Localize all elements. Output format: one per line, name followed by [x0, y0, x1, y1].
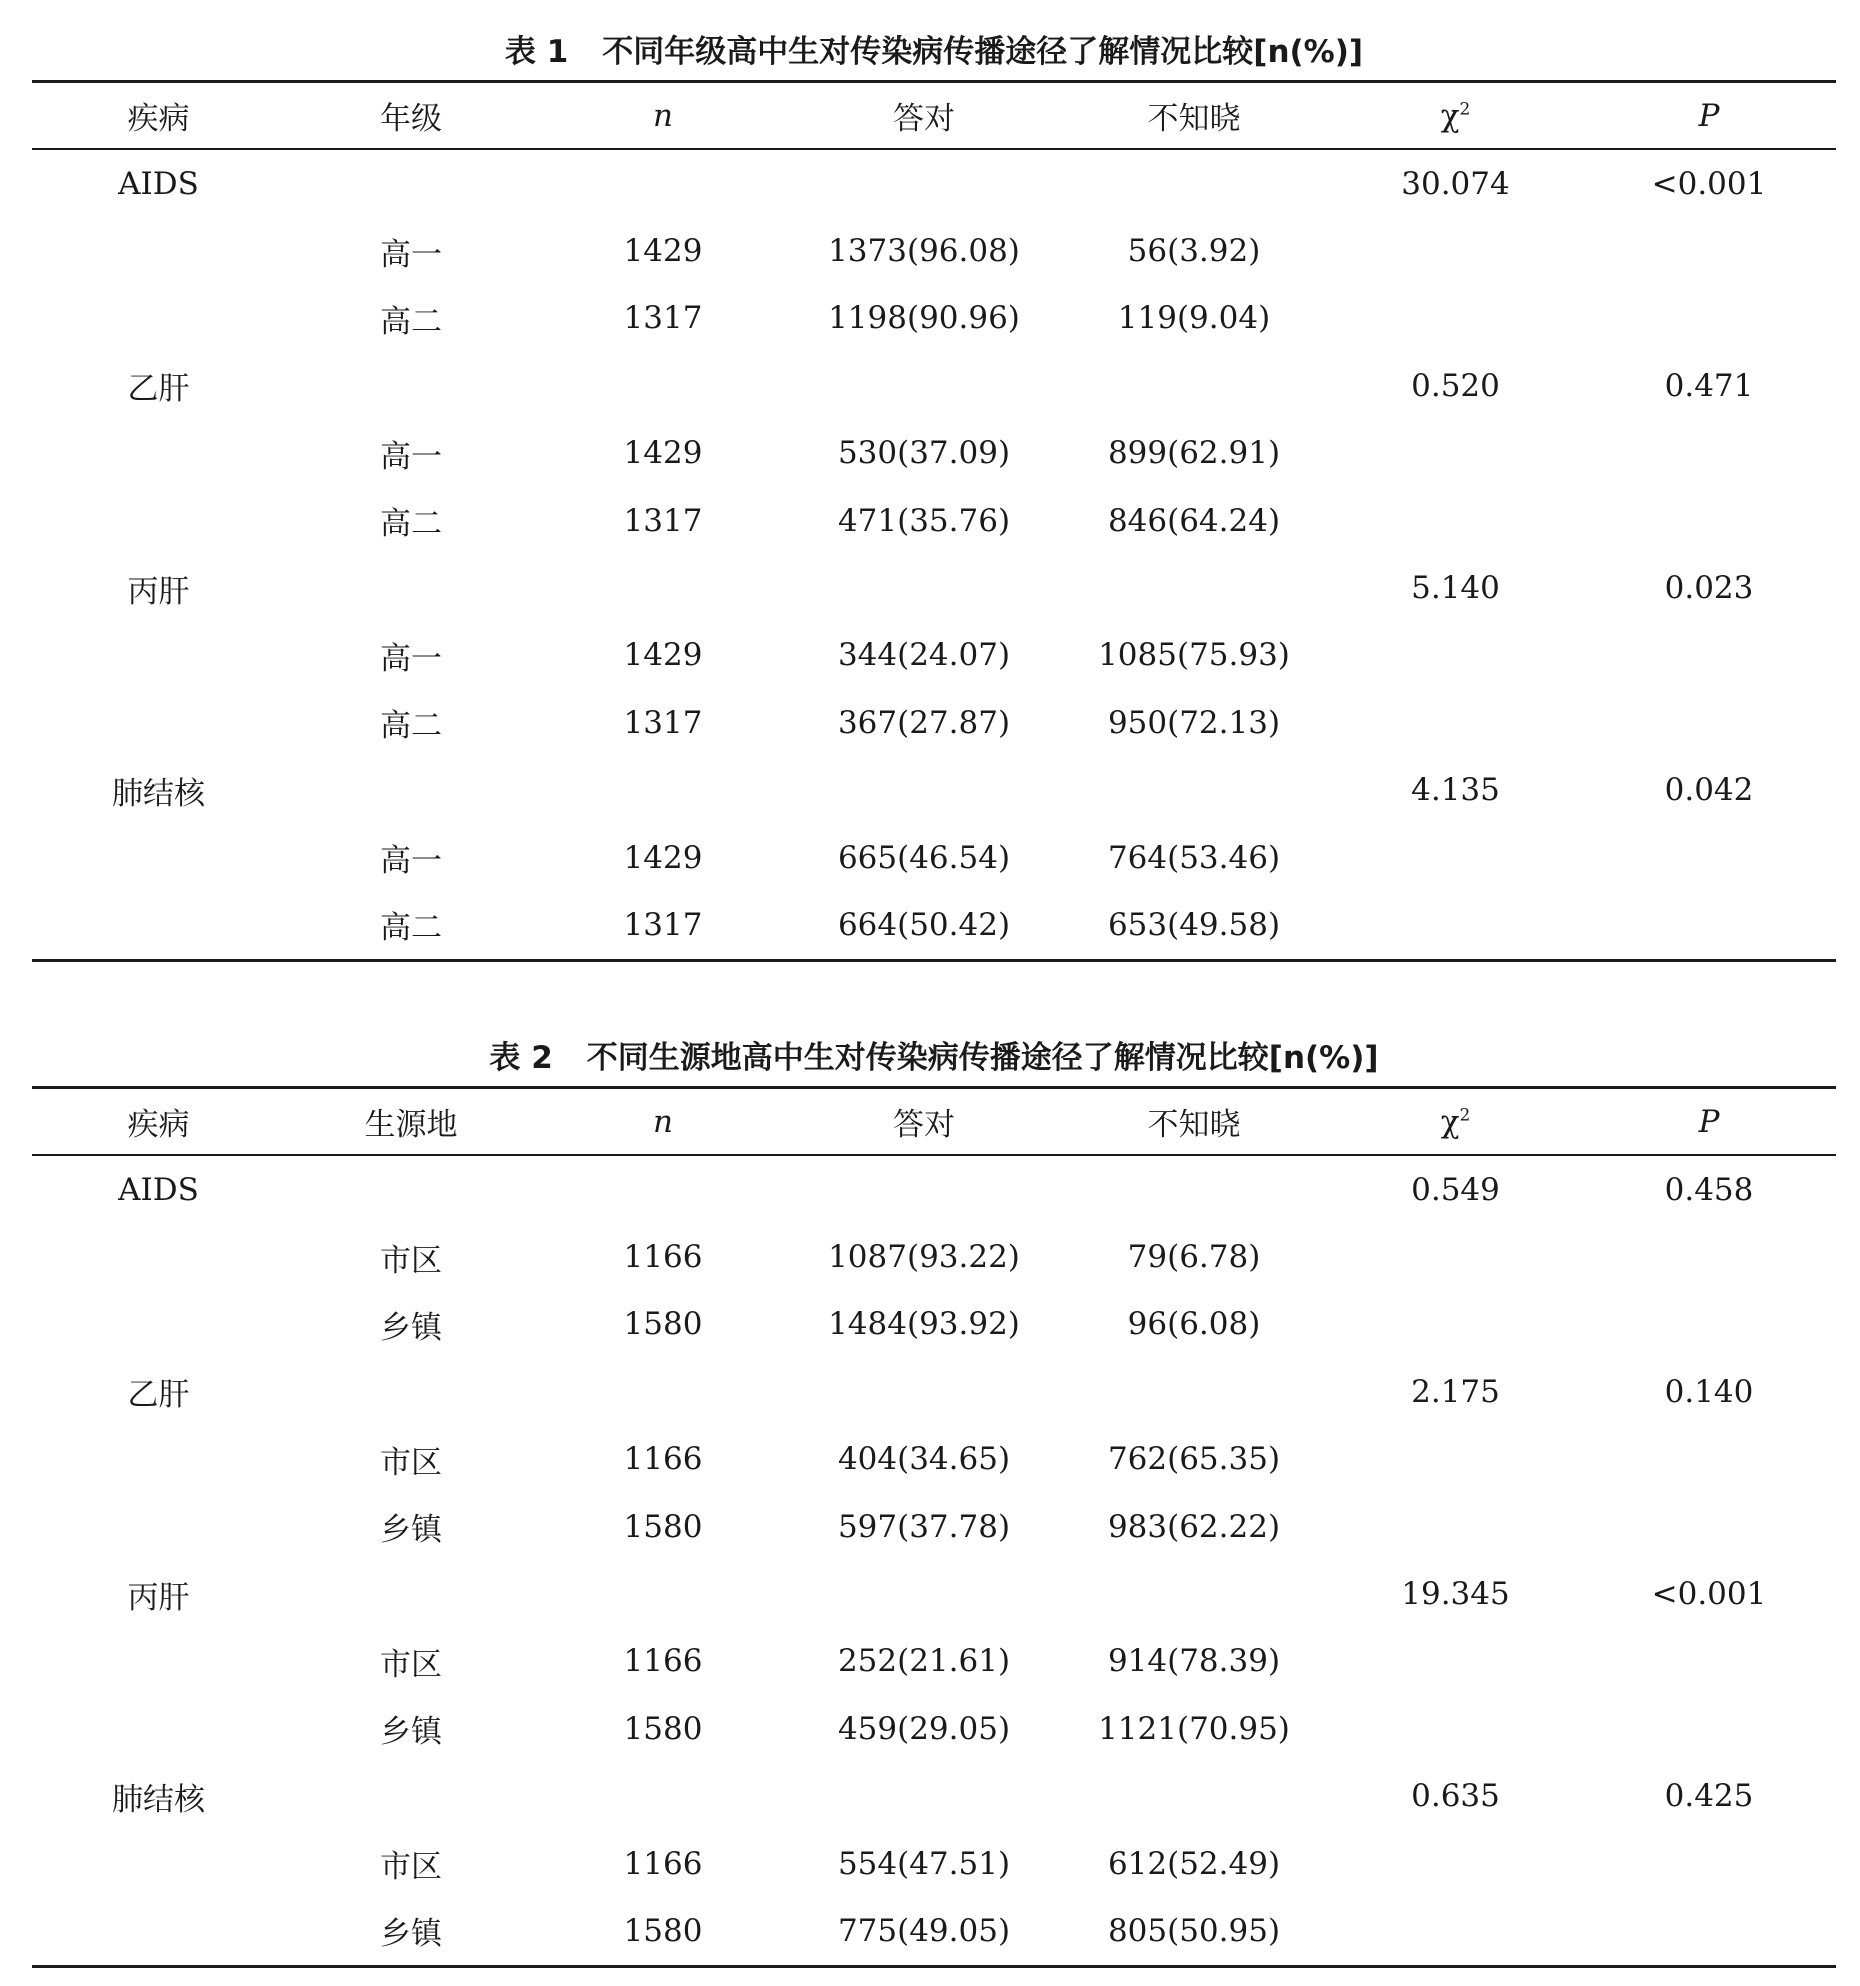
table-row	[32, 285, 1836, 352]
cell-p-value	[1582, 1695, 1836, 1762]
cell-n	[537, 352, 789, 419]
cell-p-value	[1582, 1426, 1836, 1493]
cell-n: 1166	[623, 1643, 703, 1680]
cell-group	[285, 757, 537, 824]
cell-correct	[789, 757, 1059, 824]
cell-unknown: 950(72.13)	[1107, 704, 1281, 741]
cell-correct: 664(50.42)	[837, 906, 1011, 943]
cell-disease	[32, 285, 285, 352]
table-row	[32, 352, 1836, 419]
cell-group	[285, 1358, 537, 1425]
cell-unknown: 56(3.92)	[1127, 233, 1261, 270]
header-chi-square	[1329, 82, 1582, 150]
cell-disease	[32, 1628, 285, 1695]
cell-unknown: 79(6.78)	[1127, 1239, 1261, 1276]
table-title: 不同年级高中生对传染病传播途径了解情况比较[n(%)]	[602, 33, 1364, 70]
cell-correct: 1484(93.92)	[828, 1306, 1020, 1343]
cell-unknown: 899(62.91)	[1107, 435, 1281, 472]
cell-p-value	[1582, 1493, 1836, 1560]
cell-n: 1580	[623, 1508, 703, 1545]
cell-p-value	[1582, 1223, 1836, 1290]
cell-unknown: 762(65.35)	[1107, 1441, 1281, 1478]
cell-group	[285, 554, 537, 621]
cell-p-value	[1582, 1830, 1836, 1897]
cell-chi-square: 0.635	[1411, 1778, 1500, 1815]
cell-correct: 775(49.05)	[837, 1912, 1011, 1949]
cell-n: 1317	[623, 300, 703, 337]
cell-disease	[32, 1426, 285, 1493]
cell-p-value: 0.042	[1664, 772, 1754, 809]
cell-disease	[32, 689, 285, 756]
cell-group: 市区	[380, 1444, 442, 1481]
cell-p-value: 0.458	[1664, 1171, 1754, 1208]
table-header	[32, 82, 1836, 150]
cell-disease: AIDS	[118, 165, 199, 202]
cell-disease	[32, 622, 285, 689]
table-row	[32, 554, 1836, 621]
cell-group: 高一	[380, 236, 442, 273]
cell-p-value: 0.140	[1664, 1373, 1754, 1410]
header-correct: 答对	[893, 1107, 955, 1143]
chi-symbol: χ	[1440, 1103, 1460, 1140]
header-grade: 年级	[380, 101, 442, 137]
cell-disease: 丙肝	[127, 573, 190, 610]
header-p-value: P	[1698, 1103, 1720, 1140]
cell-p-value: 0.471	[1664, 367, 1754, 404]
cell-unknown: 846(64.24)	[1107, 502, 1281, 539]
cell-n	[537, 149, 789, 217]
cell-unknown	[1059, 554, 1329, 621]
cell-unknown: 1085(75.93)	[1098, 637, 1290, 674]
header-origin: 生源地	[364, 1107, 458, 1143]
cell-n: 1166	[623, 1845, 703, 1882]
cell-p-value	[1582, 824, 1836, 891]
cell-chi-square	[1329, 285, 1582, 352]
table-row	[32, 1155, 1836, 1223]
table-row	[32, 1493, 1836, 1560]
cell-unknown: 764(53.46)	[1107, 839, 1281, 876]
table-row	[32, 891, 1836, 960]
cell-correct	[789, 1155, 1059, 1223]
table-header	[32, 1088, 1836, 1156]
table-row	[32, 1291, 1836, 1358]
cell-n: 1429	[623, 233, 703, 270]
table-body	[32, 149, 1836, 960]
cell-group: 市区	[380, 1646, 442, 1683]
data-table	[32, 80, 1836, 962]
cell-n: 1580	[623, 1710, 703, 1747]
table-row	[32, 1830, 1836, 1897]
cell-group	[285, 1155, 537, 1223]
table-row	[32, 217, 1836, 284]
table-row	[32, 1426, 1836, 1493]
cell-n	[537, 554, 789, 621]
cell-unknown: 612(52.49)	[1107, 1845, 1281, 1882]
table-1	[32, 16, 1836, 962]
table-row	[32, 1560, 1836, 1627]
cell-group: 高二	[380, 708, 442, 745]
cell-group: 市区	[380, 1242, 442, 1279]
cell-disease	[32, 1695, 285, 1762]
cell-correct: 404(34.65)	[837, 1441, 1011, 1478]
cell-chi-square: 0.549	[1411, 1171, 1500, 1208]
cell-group: 高一	[380, 843, 442, 880]
cell-correct	[789, 554, 1059, 621]
cell-chi-square	[1329, 1628, 1582, 1695]
table-caption	[32, 1022, 1836, 1086]
cell-correct	[789, 1763, 1059, 1830]
cell-correct: 252(21.61)	[837, 1643, 1011, 1680]
cell-p-value	[1582, 285, 1836, 352]
cell-chi-square: 4.135	[1411, 772, 1500, 809]
cell-chi-square	[1329, 487, 1582, 554]
cell-chi-square	[1329, 217, 1582, 284]
cell-chi-square: 19.345	[1401, 1576, 1510, 1613]
cell-group: 乡镇	[380, 1714, 442, 1751]
table-number: 表 2	[489, 1039, 553, 1076]
cell-correct: 530(37.09)	[837, 435, 1011, 472]
table-title: 不同生源地高中生对传染病传播途径了解情况比较[n(%)]	[586, 1039, 1379, 1076]
header-p-value: P	[1698, 97, 1720, 134]
table-row	[32, 1223, 1836, 1290]
cell-disease: 肺结核	[112, 1781, 205, 1818]
chi-superscript: 2	[1459, 1105, 1471, 1126]
cell-group: 高一	[380, 640, 442, 677]
cell-n: 1580	[623, 1306, 703, 1343]
cell-unknown: 119(9.04)	[1117, 300, 1271, 337]
cell-chi-square	[1329, 689, 1582, 756]
cell-disease: 乙肝	[127, 1377, 190, 1414]
cell-disease	[32, 1830, 285, 1897]
cell-chi-square	[1329, 420, 1582, 487]
header-row	[32, 82, 1836, 150]
cell-unknown: 805(50.95)	[1107, 1912, 1281, 1949]
cell-disease	[32, 217, 285, 284]
cell-unknown	[1059, 1358, 1329, 1425]
cell-unknown: 914(78.39)	[1107, 1643, 1281, 1680]
cell-correct: 344(24.07)	[837, 637, 1011, 674]
header-unknown: 不知晓	[1147, 101, 1241, 137]
cell-correct: 459(29.05)	[837, 1710, 1011, 1747]
cell-disease	[32, 1493, 285, 1560]
header-row	[32, 1088, 1836, 1156]
cell-correct: 471(35.76)	[837, 502, 1011, 539]
cell-chi-square	[1329, 1897, 1582, 1966]
table-row	[32, 622, 1836, 689]
table-row	[32, 1763, 1836, 1830]
table-row	[32, 1695, 1836, 1762]
header-n: n	[653, 97, 673, 134]
cell-correct: 597(37.78)	[837, 1508, 1011, 1545]
table-row	[32, 149, 1836, 217]
cell-group: 高二	[380, 303, 442, 340]
chi-superscript: 2	[1459, 99, 1471, 120]
table-row	[32, 757, 1836, 824]
cell-chi-square	[1329, 1493, 1582, 1560]
header-n: n	[653, 1103, 673, 1140]
cell-n	[537, 1155, 789, 1223]
table-caption	[32, 16, 1836, 80]
cell-group: 乡镇	[380, 1916, 442, 1953]
table-row	[32, 1628, 1836, 1695]
cell-chi-square: 5.140	[1411, 570, 1500, 607]
table-number: 表 1	[504, 33, 569, 70]
cell-p-value: <0.001	[1651, 165, 1767, 202]
cell-group: 高一	[380, 438, 442, 475]
cell-disease	[32, 824, 285, 891]
table-row	[32, 824, 1836, 891]
cell-n: 1317	[623, 704, 703, 741]
cell-p-value	[1582, 217, 1836, 284]
cell-group	[285, 1763, 537, 1830]
cell-chi-square	[1329, 1695, 1582, 1762]
cell-correct	[789, 149, 1059, 217]
data-table	[32, 1086, 1836, 1968]
table-row	[32, 420, 1836, 487]
cell-chi-square	[1329, 1830, 1582, 1897]
cell-p-value	[1582, 1897, 1836, 1966]
cell-p-value	[1582, 1628, 1836, 1695]
cell-unknown	[1059, 757, 1329, 824]
cell-group: 高二	[380, 910, 442, 947]
header-unknown: 不知晓	[1147, 1107, 1241, 1143]
cell-p-value	[1582, 487, 1836, 554]
cell-chi-square: 30.074	[1401, 165, 1510, 202]
cell-unknown	[1059, 1763, 1329, 1830]
cell-disease: 肺结核	[112, 775, 205, 812]
cell-chi-square: 2.175	[1411, 1373, 1500, 1410]
cell-disease	[32, 487, 285, 554]
cell-disease	[32, 891, 285, 960]
header-disease: 疾病	[127, 101, 190, 137]
cell-unknown	[1059, 1560, 1329, 1627]
cell-correct: 367(27.87)	[837, 704, 1011, 741]
cell-p-value: 0.425	[1664, 1778, 1754, 1815]
cell-correct	[789, 1358, 1059, 1425]
cell-unknown: 983(62.22)	[1107, 1508, 1281, 1545]
chi-symbol: χ	[1440, 97, 1460, 134]
cell-chi-square	[1329, 824, 1582, 891]
cell-n: 1317	[623, 906, 703, 943]
table-row	[32, 1358, 1836, 1425]
cell-chi-square	[1329, 891, 1582, 960]
cell-group	[285, 149, 537, 217]
cell-unknown: 96(6.08)	[1127, 1306, 1261, 1343]
cell-unknown	[1059, 1155, 1329, 1223]
cell-n	[537, 1560, 789, 1627]
cell-p-value	[1582, 689, 1836, 756]
cell-n: 1166	[623, 1239, 703, 1276]
cell-unknown: 1121(70.95)	[1098, 1710, 1290, 1747]
cell-p-value: 0.023	[1664, 570, 1754, 607]
cell-p-value	[1582, 622, 1836, 689]
cell-correct: 1198(90.96)	[828, 300, 1020, 337]
header-chi-square	[1329, 1088, 1582, 1156]
table-row	[32, 487, 1836, 554]
cell-disease	[32, 1291, 285, 1358]
cell-group	[285, 1560, 537, 1627]
cell-p-value	[1582, 891, 1836, 960]
table-row	[32, 689, 1836, 756]
cell-disease	[32, 420, 285, 487]
table-2	[32, 1022, 1836, 1968]
cell-chi-square	[1329, 1291, 1582, 1358]
cell-unknown	[1059, 352, 1329, 419]
cell-p-value	[1582, 1291, 1836, 1358]
cell-disease: 丙肝	[127, 1579, 190, 1616]
cell-correct: 665(46.54)	[837, 839, 1011, 876]
cell-n: 1429	[623, 839, 703, 876]
cell-n: 1580	[623, 1912, 703, 1949]
cell-n: 1429	[623, 637, 703, 674]
cell-correct	[789, 1560, 1059, 1627]
table-body	[32, 1155, 1836, 1966]
cell-chi-square: 0.520	[1411, 367, 1500, 404]
cell-disease: 乙肝	[127, 371, 190, 408]
cell-n: 1166	[623, 1441, 703, 1478]
cell-group: 乡镇	[380, 1309, 442, 1346]
cell-n	[537, 757, 789, 824]
cell-correct: 1373(96.08)	[828, 233, 1020, 270]
cell-chi-square	[1329, 1223, 1582, 1290]
cell-p-value: <0.001	[1651, 1576, 1767, 1613]
cell-group: 乡镇	[380, 1512, 442, 1549]
cell-disease: AIDS	[118, 1171, 199, 1208]
cell-correct: 1087(93.22)	[828, 1239, 1020, 1276]
cell-p-value	[1582, 420, 1836, 487]
cell-group	[285, 352, 537, 419]
cell-n	[537, 1358, 789, 1425]
header-disease: 疾病	[127, 1107, 190, 1143]
cell-unknown	[1059, 149, 1329, 217]
cell-n: 1317	[623, 502, 703, 539]
cell-disease	[32, 1897, 285, 1966]
table-row	[32, 1897, 1836, 1966]
cell-chi-square	[1329, 622, 1582, 689]
cell-unknown: 653(49.58)	[1107, 906, 1281, 943]
cell-group: 高二	[380, 506, 442, 543]
cell-chi-square	[1329, 1426, 1582, 1493]
header-correct: 答对	[893, 101, 955, 137]
cell-group: 市区	[380, 1849, 442, 1886]
cell-n: 1429	[623, 435, 703, 472]
cell-disease	[32, 1223, 285, 1290]
cell-n	[537, 1763, 789, 1830]
cell-correct: 554(47.51)	[837, 1845, 1011, 1882]
cell-correct	[789, 352, 1059, 419]
